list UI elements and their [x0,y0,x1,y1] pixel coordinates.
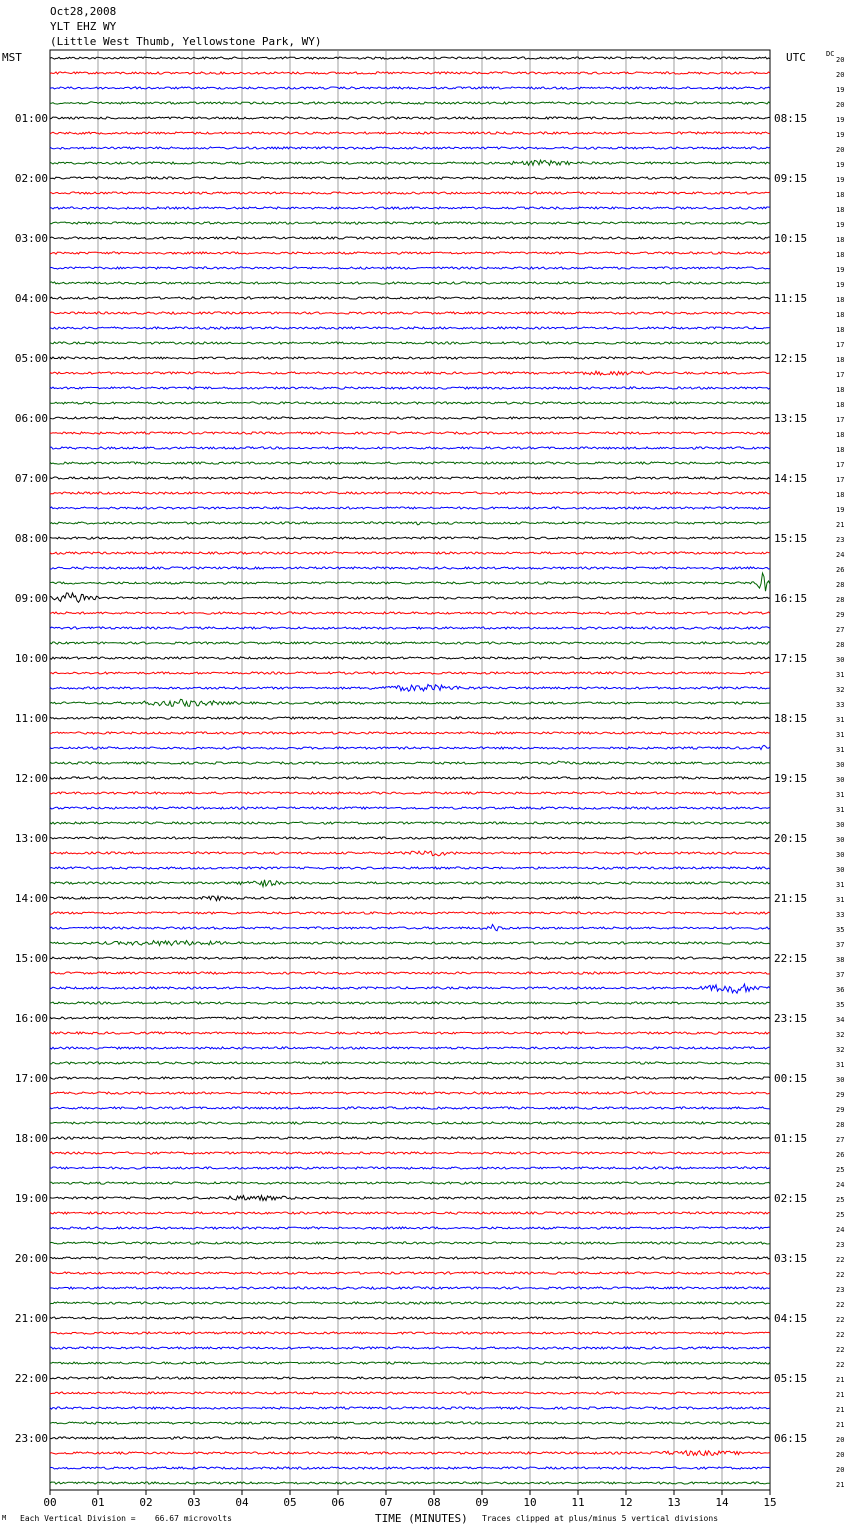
left-hour-label: 22:00 [14,1372,48,1385]
trace-row [50,657,770,659]
dc-offset-label: 20 [836,101,845,109]
left-hour-label: 23:00 [14,1432,48,1445]
trace-row [50,612,770,614]
x-tick-label: 08 [427,1496,441,1509]
dc-offset-label: 19 [836,221,845,229]
dc-offset-label: 18 [836,431,845,439]
dc-offset-label: 18 [836,491,845,499]
dc-offset-label: 17 [836,461,845,469]
trace-row [50,132,770,134]
dc-offset-label: 38 [836,956,845,964]
trace-row [50,1347,770,1349]
dc-offset-label: 28 [836,581,845,589]
dc-offset-label: 17 [836,371,845,379]
plot-frame [50,50,770,1490]
left-hour-label: 12:00 [14,772,48,785]
dc-offset-label: 26 [836,566,845,574]
right-hour-label: 16:15 [774,592,808,605]
dc-offset-label: 27 [836,1136,845,1144]
scale-note: Each Vertical Division = 66.67 microvolts [20,1514,232,1523]
dc-offset-label: 31 [836,791,845,799]
trace-row [50,552,770,554]
trace-row [50,1092,770,1094]
dc-offset-label: 18 [836,236,845,244]
dc-offset-label: 30 [836,1076,845,1084]
left-hour-label: 07:00 [14,472,48,485]
trace-row [50,1122,770,1124]
right-hour-label: 19:15 [774,772,808,785]
dc-offset-label: 19 [836,266,845,274]
trace-row [50,342,770,344]
trace-row [50,447,770,449]
dc-offset-label: 26 [836,1151,845,1159]
dc-offset-label: 28 [836,641,845,649]
trace-row [50,1392,770,1394]
trace-row [50,222,770,224]
dc-offset-label: 18 [836,446,845,454]
dc-offset-label: 20 [836,71,845,79]
dc-offset-label: 21 [836,1376,845,1384]
dc-offset-label: 19 [836,176,845,184]
x-tick-label: 01 [91,1496,105,1509]
dc-offset-label: 30 [836,851,845,859]
trace-row [50,672,770,674]
trace-row [50,896,770,901]
dc-offset-label: 22 [836,1316,845,1324]
left-hour-label: 19:00 [14,1192,48,1205]
dc-offset-label: 23 [836,1286,845,1294]
dc-offset-label: 19 [836,506,845,514]
trace-row [50,1302,770,1304]
right-hour-label: 08:15 [774,112,808,125]
dc-offset-label: 18 [836,296,845,304]
right-hour-label: 10:15 [774,232,808,245]
header-station: YLT EHZ WY [50,20,117,33]
trace-row [50,642,770,644]
right-hour-label: 23:15 [774,1012,808,1025]
dc-offset-label: 30 [836,776,845,784]
right-hour-label: 13:15 [774,412,808,425]
trace-row [50,1047,770,1049]
trace-row [50,567,770,569]
dc-offset-label: 33 [836,701,845,709]
dc-offset-label: 30 [836,656,845,664]
x-tick-label: 07 [379,1496,393,1509]
dc-offset-label: 22 [836,1331,845,1339]
x-tick-label: 13 [667,1496,681,1509]
x-tick-label: 11 [571,1496,585,1509]
trace-row [50,1212,770,1214]
x-tick-label: 15 [763,1496,777,1509]
trace-row [50,402,770,404]
dc-offset-label: 20 [836,1451,845,1459]
trace-row [50,925,770,931]
dc-offset-label: 21 [836,1406,845,1414]
dc-offset-label: 29 [836,1106,845,1114]
trace-row [50,192,770,194]
dc-offset-label: 23 [836,1241,845,1249]
x-tick-label: 09 [475,1496,489,1509]
dc-offset-label: 22 [836,1256,845,1264]
left-hour-label: 16:00 [14,1012,48,1025]
trace-row [50,1467,770,1469]
x-tick-label: 03 [187,1496,201,1509]
dc-offset-label: 25 [836,1211,845,1219]
left-hour-label: 11:00 [14,712,48,725]
trace-row [50,160,770,165]
dc-offset-label: 24 [836,1181,845,1189]
dc-offset-label: 34 [836,1016,845,1024]
trace-row [50,957,770,959]
right-hour-label: 17:15 [774,652,808,665]
x-tick-label: 00 [43,1496,57,1509]
trace-row [50,282,770,284]
dc-offset-label: 18 [836,311,845,319]
dc-offset-label: 24 [836,1226,845,1234]
clip-note: Traces clipped at plus/minus 5 vertical divisions [482,1514,719,1523]
trace-row [50,745,770,749]
trace-row [50,1422,770,1424]
x-tick-label: 06 [331,1496,345,1509]
left-hour-label: 21:00 [14,1312,48,1325]
trace-row [50,1227,770,1229]
trace-row [50,837,770,839]
left-hour-label: 20:00 [14,1252,48,1265]
dc-offset-label: 29 [836,1091,845,1099]
dc-offset-label: 31 [836,896,845,904]
header-location: (Little West Thumb, Yellowstone Park, WY) [50,35,322,48]
trace-row [50,822,770,824]
dc-offset-label: 31 [836,881,845,889]
left-hour-label: 10:00 [14,652,48,665]
right-hour-label: 09:15 [774,172,808,185]
dc-offset-label: 30 [836,836,845,844]
left-hour-label: 08:00 [14,532,48,545]
x-tick-label: 05 [283,1496,297,1509]
trace-row [50,685,770,692]
trace-row [50,1032,770,1034]
dc-offset-label: 18 [836,251,845,259]
trace-row [50,297,770,299]
dc-offset-label: 21 [836,521,845,529]
trace-row [50,1137,770,1139]
dc-offset-label: 30 [836,866,845,874]
dc-offset-label: 23 [836,536,845,544]
trace-row [50,117,770,119]
trace-row [50,1272,770,1274]
trace-row [50,1287,770,1289]
trace-row [50,1257,770,1259]
trace-row [50,1437,770,1439]
right-hour-label: 11:15 [774,292,808,305]
trace-row [50,972,770,974]
trace-row [50,851,770,856]
dc-column-label: DC [826,50,835,58]
trace-row [50,1317,770,1319]
trace-row [50,57,770,59]
dc-offset-label: 20 [836,1436,845,1444]
trace-row [50,627,770,629]
dc-offset-label: 19 [836,86,845,94]
dc-offset-label: 31 [836,671,845,679]
left-hour-label: 03:00 [14,232,48,245]
trace-row [50,1407,770,1409]
trace-row [50,1362,770,1364]
trace-row [50,1482,770,1484]
trace-row [50,573,770,591]
dc-offset-label: 20 [836,1466,845,1474]
dc-offset-label: 32 [836,1046,845,1054]
trace-row [50,912,770,914]
right-hour-label: 12:15 [774,352,808,365]
trace-row [50,792,770,794]
trace-row [50,357,770,359]
right-timezone-label: UTC [786,51,806,64]
dc-offset-label: 20 [836,146,845,154]
trace-row [50,761,770,764]
right-hour-label: 21:15 [774,892,808,905]
trace-row [50,267,770,269]
left-hour-label: 17:00 [14,1072,48,1085]
left-hour-label: 02:00 [14,172,48,185]
trace-row [50,387,770,389]
trace-row [50,72,770,74]
x-tick-label: 12 [619,1496,633,1509]
dc-offset-label: 33 [836,911,845,919]
dc-offset-label: 31 [836,731,845,739]
right-hour-label: 15:15 [774,532,808,545]
dc-offset-label: 32 [836,686,845,694]
dc-offset-label: 30 [836,821,845,829]
x-tick-label: 14 [715,1496,729,1509]
x-tick-label: 10 [523,1496,537,1509]
dc-offset-label: 37 [836,941,845,949]
trace-row [50,941,770,946]
dc-offset-label: 31 [836,716,845,724]
left-hour-label: 09:00 [14,592,48,605]
dc-offset-label: 31 [836,806,845,814]
left-hour-label: 01:00 [14,112,48,125]
header-date: Oct28,2008 [50,5,117,18]
dc-offset-label: 19 [836,161,845,169]
dc-offset-label: 31 [836,746,845,754]
right-hour-label: 05:15 [774,1372,808,1385]
trace-row [50,207,770,209]
right-hour-label: 20:15 [774,832,808,845]
trace-row [50,699,770,706]
left-hour-label: 05:00 [14,352,48,365]
dc-offset-label: 25 [836,1196,845,1204]
trace-row [50,1077,770,1079]
trace-row [50,1107,770,1109]
left-hour-label: 13:00 [14,832,48,845]
left-hour-label: 18:00 [14,1132,48,1145]
right-hour-label: 06:15 [774,1432,808,1445]
trace-row [50,432,770,434]
dc-offset-label: 17 [836,341,845,349]
trace-row [50,237,770,239]
dc-offset-label: 17 [836,476,845,484]
dc-offset-label: 21 [836,1481,845,1489]
trace-row [50,1196,770,1201]
trace-row [50,777,770,779]
trace-row [50,1017,770,1019]
corner-mark: M [2,1514,7,1522]
trace-row [50,867,770,869]
dc-offset-label: 18 [836,206,845,214]
trace-row [50,807,770,809]
trace-row [50,147,770,149]
x-tick-label: 02 [139,1496,153,1509]
right-hour-label: 01:15 [774,1132,808,1145]
trace-row [50,522,770,525]
trace-row [50,880,770,887]
trace-row [50,717,770,719]
trace-row [50,312,770,314]
dc-offset-label: 28 [836,596,845,604]
dc-offset-label: 30 [836,761,845,769]
trace-row [50,1377,770,1379]
dc-offset-label: 18 [836,401,845,409]
trace-row [50,732,770,734]
dc-offset-label: 28 [836,1121,845,1129]
trace-row [50,1451,770,1456]
x-axis-label: TIME (MINUTES) [375,1512,468,1525]
dc-offset-label: 19 [836,116,845,124]
trace-row [50,102,770,104]
dc-offset-label: 35 [836,1001,845,1009]
left-timezone-label: MST [2,51,22,64]
trace-row [50,252,770,254]
dc-offset-label: 18 [836,326,845,334]
trace-row [50,984,770,993]
trace-row [50,477,770,479]
left-hour-label: 14:00 [14,892,48,905]
dc-offset-label: 24 [836,551,845,559]
dc-offset-label: 21 [836,1391,845,1399]
dc-offset-label: 31 [836,1061,845,1069]
trace-row [50,371,770,375]
dc-offset-label: 20 [836,56,845,64]
right-hour-label: 22:15 [774,952,808,965]
trace-row [50,1332,770,1334]
trace-row [50,462,770,464]
dc-offset-label: 35 [836,926,845,934]
trace-row [50,1152,770,1154]
right-hour-label: 00:15 [774,1072,808,1085]
dc-offset-label: 17 [836,416,845,424]
dc-offset-label: 29 [836,611,845,619]
dc-offset-label: 19 [836,131,845,139]
dc-offset-label: 22 [836,1346,845,1354]
dc-offset-label: 21 [836,1421,845,1429]
dc-offset-label: 19 [836,281,845,289]
right-hour-label: 02:15 [774,1192,808,1205]
trace-row [50,327,770,329]
x-tick-label: 04 [235,1496,249,1509]
trace-row [50,1167,770,1169]
right-hour-label: 18:15 [774,712,808,725]
trace-row [50,1182,770,1184]
right-hour-label: 03:15 [774,1252,808,1265]
trace-row [50,417,770,419]
dc-offset-label: 22 [836,1361,845,1369]
dc-offset-label: 27 [836,626,845,634]
dc-offset-label: 22 [836,1271,845,1279]
dc-offset-label: 32 [836,1031,845,1039]
trace-row [50,507,770,509]
left-hour-label: 15:00 [14,952,48,965]
right-hour-label: 04:15 [774,1312,808,1325]
dc-offset-label: 37 [836,971,845,979]
trace-row [50,177,770,179]
trace-row [50,492,770,494]
trace-row [50,1002,770,1004]
trace-row [50,1242,770,1244]
trace-row [50,1062,770,1064]
dc-offset-label: 18 [836,356,845,364]
left-hour-label: 06:00 [14,412,48,425]
dc-offset-label: 18 [836,191,845,199]
dc-offset-label: 36 [836,986,845,994]
dc-offset-label: 18 [836,386,845,394]
trace-row [50,593,770,602]
left-hour-label: 04:00 [14,292,48,305]
dc-offset-label: 25 [836,1166,845,1174]
trace-row [50,537,770,539]
dc-offset-label: 22 [836,1301,845,1309]
trace-row [50,87,770,89]
right-hour-label: 14:15 [774,472,808,485]
